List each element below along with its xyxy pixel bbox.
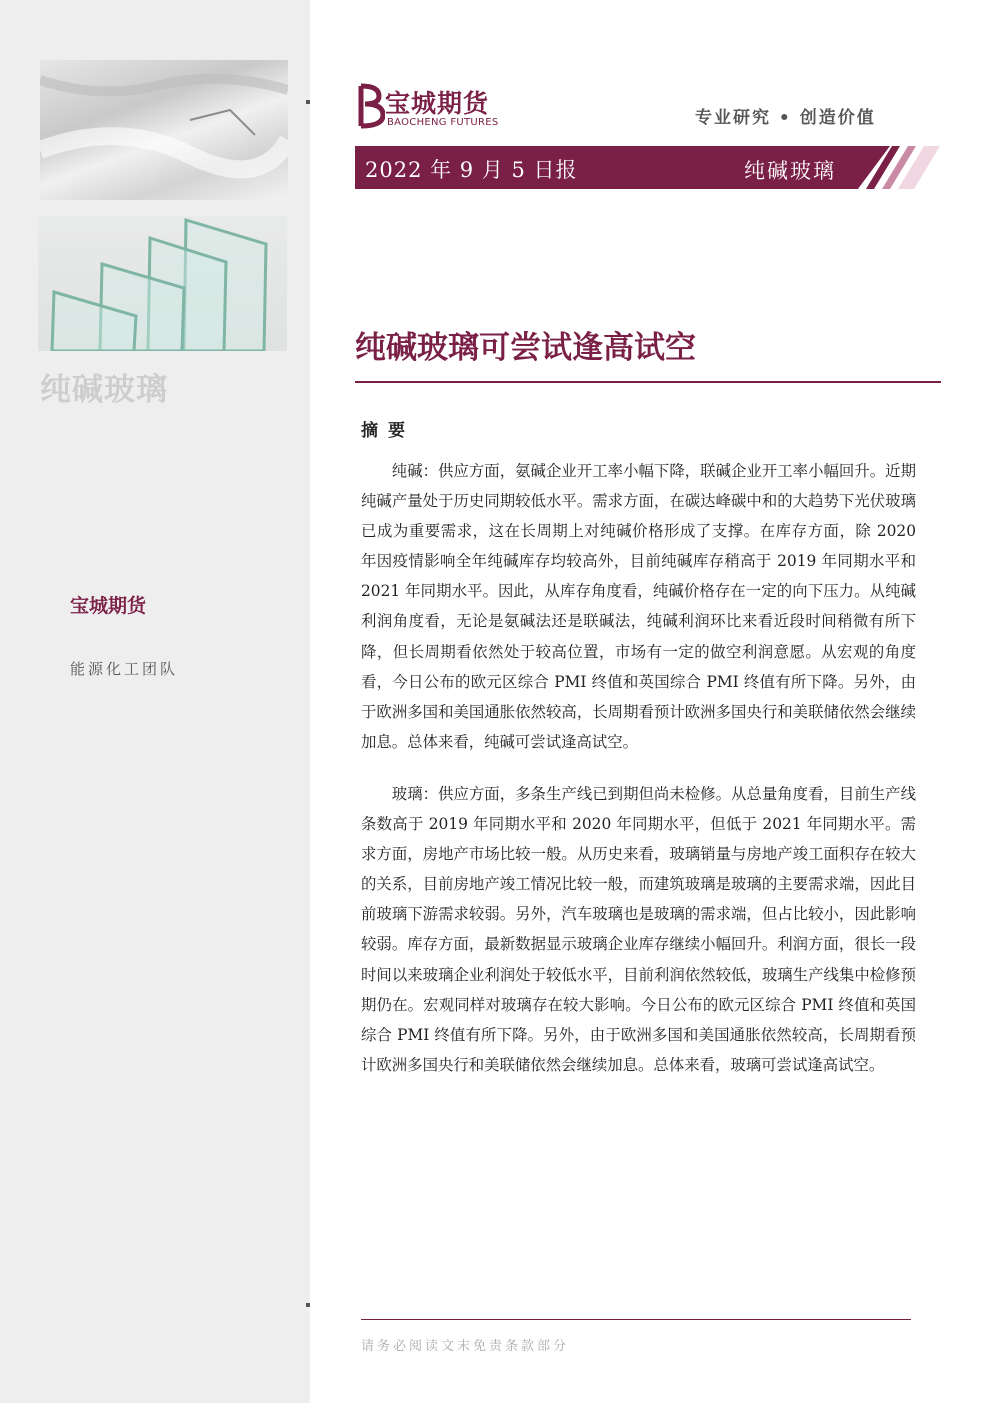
page-title: 纯碱玻璃可尝试逢高试空 — [355, 330, 696, 366]
sidebar-team: 能源化工团队 — [70, 660, 179, 678]
logo-text-en: BAOCHENG FUTURES — [387, 117, 499, 128]
corner-mark — [306, 1303, 310, 1307]
corner-mark — [306, 100, 310, 104]
abstract-label: 摘要 — [361, 421, 415, 441]
paragraph-soda-ash: 纯碱：供应方面，氨碱企业开工率小幅下降，联碱企业开工率小幅回升。近期纯碱产量处于历史同期较低水平。需求方面，在碳达峰碳中和的大趋势下光伏玻璃已成为重要需求，这在长周期上对纯碱价格形成了支撑。在库存方面，除 2020 年因疫情影响全年纯碱库存均较高外，目前纯碱库存稍高于 2019 年同期水平和 2021 年同期水平。因此，从库存角度看，纯碱价格存在一定的向下压力。从纯碱利润角度看，无论是氨碱法还是联碱法，纯碱利润环比来看近段时间稍微有所下降，但长周期看依然处于较高位置，市场有一定的做空利润意愿。从宏观的角度看，今日公布的欧元区综合 PMI 终值和英国综合 PMI 终值有所下降。另外，由于欧洲多国和美国通胀依然较高，长周期看预计欧洲多国央行和美联储依然会继续加息。总体来看，纯碱可尝试逢高试空。 — [361, 462, 916, 751]
logo-mark-icon — [357, 82, 385, 130]
cover-photo-glass — [38, 216, 287, 351]
company-logo — [357, 82, 527, 132]
report-topic: 纯碱玻璃 — [744, 159, 836, 183]
slogan: 专业研究 • 创造价值 — [695, 108, 876, 128]
title-divider — [355, 381, 941, 383]
cover-photo-cloth — [40, 60, 288, 200]
sidebar — [0, 0, 310, 1403]
sidebar-category: 纯碱玻璃 — [40, 372, 168, 408]
abstract-body — [361, 456, 916, 1102]
logo-text-cn: 宝城期货 — [385, 89, 490, 118]
sidebar-company: 宝城期货 — [70, 595, 147, 617]
footer-disclaimer-note: 请务必阅读文末免责条款部分 — [361, 1339, 570, 1354]
paragraph-glass: 玻璃：供应方面，多条生产线已到期但尚未检修。从总量角度看，目前生产线条数高于 2019 年同期水平和 2020 年同期水平，但低于 2021 年同期水平。需求方面，房地产市场比较一般。从历史来看，玻璃销量与房地产竣工面积存在较大的关系，目前房地产竣工情况比较一般，而建筑玻璃是玻璃的主要需求端，因此目前玻璃下游需求较弱。另外，汽车玻璃也是玻璃的需求端，但占比较小，因此影响较弱。库存方面，最新数据显示玻璃企业库存继续小幅回升。利润方面，很长一段时间以来玻璃企业利润处于较低水平，目前利润依然较低，玻璃生产线集中检修预期仍在。宏观同样对玻璃存在较大影响。今日公布的欧元区综合 PMI 终值和英国综合 PMI 终值有所下降。另外，由于欧洲多国和美国通胀依然较高，长周期看预计欧洲多国央行和美联储依然会继续加息。总体来看，玻璃可尝试逢高试空。 — [361, 784, 916, 1074]
banner-stripes-icon — [862, 146, 942, 189]
footer-divider — [361, 1319, 911, 1320]
report-date: 2022 年 9 月 5 日报 — [365, 158, 578, 182]
